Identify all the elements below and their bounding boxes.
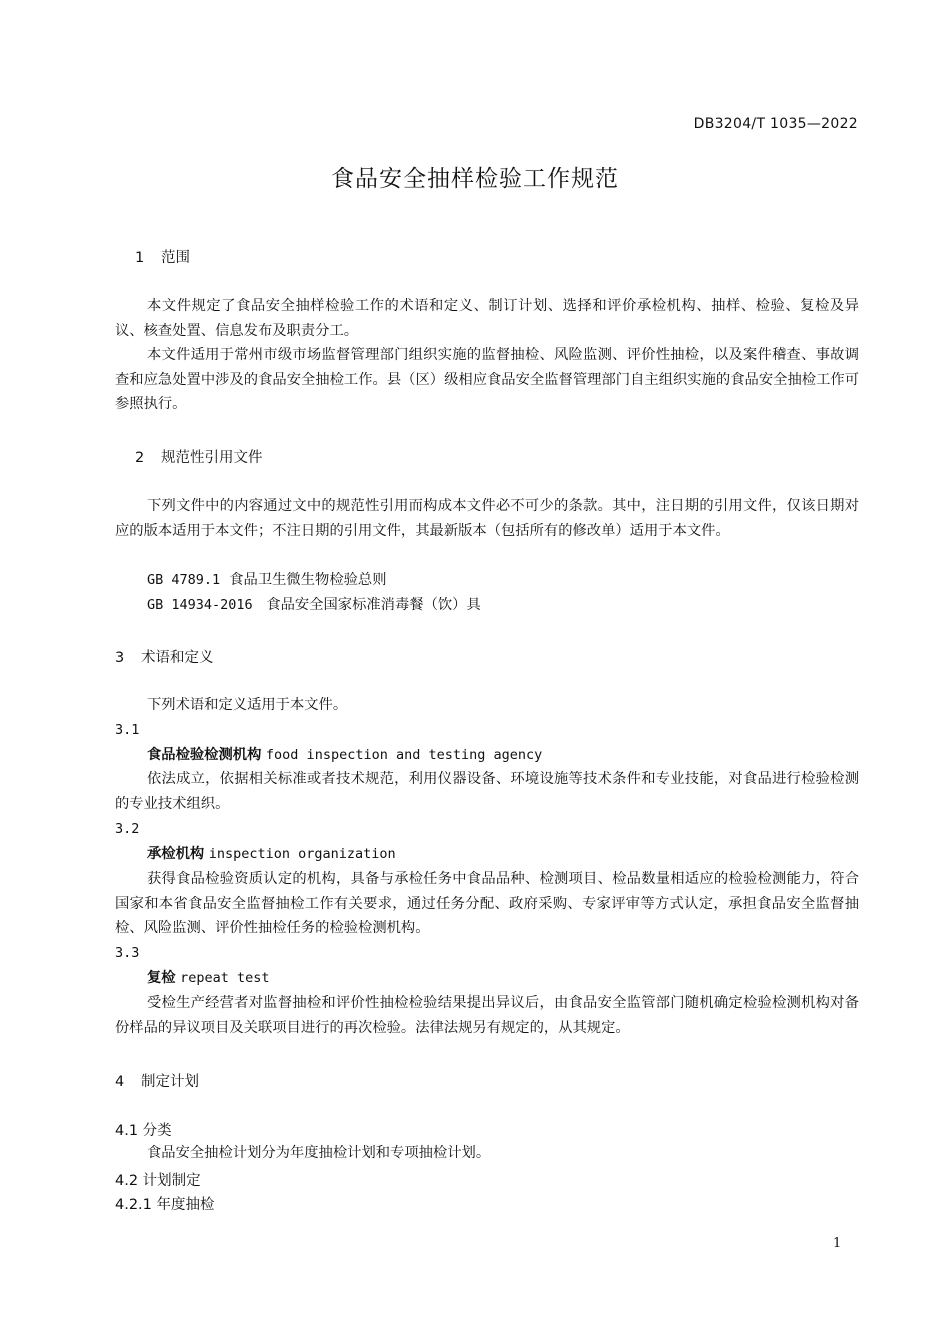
section-number: 1 <box>135 250 145 266</box>
subsection-title: 分类 <box>142 1123 172 1139</box>
section-number: 2 <box>135 450 145 466</box>
term-definition: 受检生产经营者对监督抽检和评价性抽检检验结果提出异议后，由食品安全监管部门随机确定检验检测机构对备份样品的异议项目及关联项目进行的再次检验。法律法规另有规定的，从其规定。 <box>115 995 859 1036</box>
section-1-paragraph-2: 本文件适用于常州市级市场监督管理部门组织实施的监督抽检、风险监测、评价性抽检，以及案件稽查、事故调查和应急处置中涉及的食品安全抽检工作。县（区）级相应食品安全监督管理部门自主组织实施的食品安全抽检工作可参照执行。 <box>115 347 859 412</box>
term-zh: 食品检验检测机构 <box>147 747 262 763</box>
section-1-paragraph-1: 本文件规定了食品安全抽样检验工作的术语和定义、制订计划、选择和评价承检机构、抽样、检验、复检及异议、核查处置、信息发布及职责分工。 <box>115 298 859 339</box>
reference-name: 食品卫生微生物检验总则 <box>229 572 387 588</box>
section-number: 4 <box>115 1074 125 1090</box>
section-3-heading <box>115 646 214 667</box>
subsection-title: 计划制定 <box>142 1173 201 1189</box>
subsection-number: 4.2.1 <box>115 1197 152 1213</box>
reference-code: GB 14934-2016 <box>147 597 253 613</box>
term-zh: 复检 <box>147 970 176 986</box>
section-title: 范围 <box>161 250 190 266</box>
section-title: 制定计划 <box>141 1074 199 1090</box>
term-definition: 获得食品检验资质认定的机构，具备与承检任务中食品品种、检测项目、检品数量相适应的检验检测能力，符合国家和本省食品安全监督抽检工作有关要求，通过任务分配、政府采购、专家评审等方式认定，承担食品安全监督抽检、风险监测、评价性抽检任务的检验检测机构。 <box>115 871 859 936</box>
term-en: inspection organization <box>208 846 396 862</box>
subsection-heading <box>115 1169 201 1190</box>
term-number: 3.2 <box>115 821 140 837</box>
subsection-number: 4.1 <box>115 1123 139 1139</box>
page-title: 食品安全抽样检验工作规范 <box>331 166 619 192</box>
subsection-number: 4.2 <box>115 1173 139 1189</box>
page-number: 1 <box>833 1236 842 1251</box>
subsection-heading <box>115 1193 215 1214</box>
section-3-intro: 下列术语和定义适用于本文件。 <box>147 697 348 713</box>
subsection-text: 食品安全抽检计划分为年度抽检计划和专项抽检计划。 <box>147 1145 491 1161</box>
term-title <box>147 966 270 991</box>
term-en: food inspection and testing agency <box>265 747 543 763</box>
reference-item <box>147 568 387 593</box>
subsection-heading <box>115 1119 172 1140</box>
subsection-title: 年度抽检 <box>156 1197 215 1213</box>
term-zh: 承检机构 <box>147 846 205 862</box>
section-number: 3 <box>115 650 125 666</box>
reference-item <box>147 593 481 618</box>
term-definition: 依法成立，依据相关标准或者技术规范，利用仪器设备、环境设施等技术条件和专业技能，对食品进行检验检测的专业技术组织。 <box>115 771 859 812</box>
reference-code: GB 4789.1 <box>147 572 221 588</box>
term-number: 3.1 <box>115 722 140 738</box>
document-number: DB3204/T 1035—2022 <box>693 116 858 132</box>
term-number: 3.3 <box>115 945 140 961</box>
term-title <box>147 842 396 867</box>
reference-name: 食品安全国家标准消毒餐（饮）具 <box>266 597 481 613</box>
section-2-paragraph-1: 下列文件中的内容通过文中的规范性引用而构成本文件必不可少的条款。其中，注日期的引用文件，仅该日期对应的版本适用于本文件；不注日期的引用文件，其最新版本（包括所有的修改单）适用于本文件。 <box>115 498 859 539</box>
section-title: 规范性引用文件 <box>161 450 263 466</box>
section-1-heading <box>135 246 190 267</box>
section-2-heading <box>135 446 263 467</box>
term-title <box>147 743 542 768</box>
term-en: repeat test <box>180 970 270 986</box>
section-4-heading <box>115 1070 199 1091</box>
section-title: 术语和定义 <box>141 650 214 666</box>
